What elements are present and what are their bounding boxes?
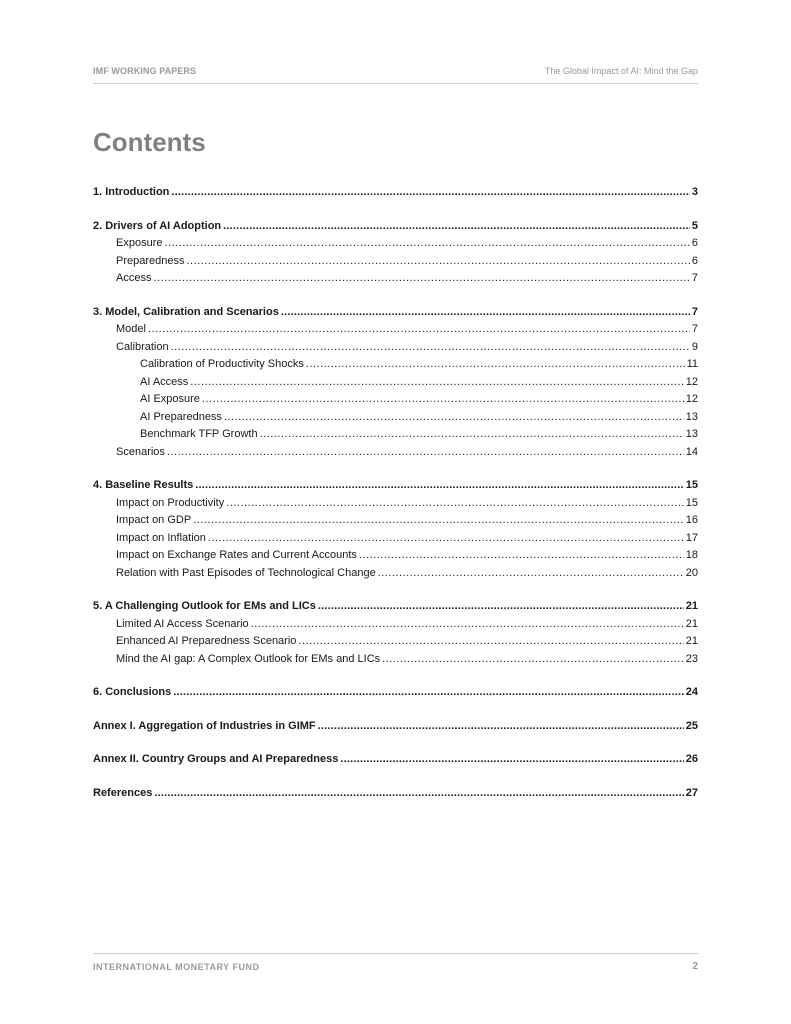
toc-entry-page-number: 13 — [685, 428, 698, 440]
toc-entry-label: Mind the AI gap: A Complex Outlook for EMs and LICs — [116, 652, 381, 665]
toc-entry-page-number: 6 — [691, 254, 698, 267]
toc-entry-section[interactable] — [93, 477, 698, 495]
toc-entry-subsubsection[interactable] — [93, 356, 698, 374]
toc-entry-label: Exposure — [116, 237, 163, 249]
toc-entry-section[interactable] — [93, 751, 698, 769]
toc-entry-subsection[interactable] — [93, 547, 698, 565]
toc-entry-page-number: 11 — [686, 358, 698, 370]
table-of-contents — [93, 184, 698, 802]
page-header — [93, 63, 698, 84]
toc-entry-page-number: 20 — [685, 566, 698, 579]
toc-entry-subsection[interactable] — [93, 530, 698, 548]
toc-entry-subsection[interactable] — [93, 565, 698, 583]
toc-dot-leader — [226, 495, 684, 513]
toc-dot-leader — [306, 356, 685, 374]
toc-section-gap — [93, 202, 698, 218]
toc-section-gap — [93, 702, 698, 718]
toc-dot-leader — [298, 633, 683, 651]
toc-entry-section[interactable] — [93, 304, 698, 322]
toc-dot-leader — [208, 530, 684, 548]
toc-entry-section[interactable] — [93, 184, 698, 202]
toc-entry-label: Calibration — [116, 340, 169, 353]
toc-entry-page-number: 9 — [691, 340, 698, 353]
toc-dot-leader — [260, 426, 684, 444]
header-series-title: IMF WORKING PAPERS — [93, 66, 197, 76]
toc-entry-label: 5. A Challenging Outlook for EMs and LICs — [93, 600, 316, 612]
toc-entry-page-number: 3 — [691, 186, 698, 198]
toc-entry-label: 6. Conclusions — [93, 686, 172, 698]
toc-entry-label: Enhanced AI Preparedness Scenario — [116, 635, 297, 647]
toc-entry-subsubsection[interactable] — [93, 426, 698, 444]
page-number: 2 — [692, 961, 698, 972]
toc-entry-label: AI Preparedness — [140, 410, 222, 423]
toc-dot-leader — [340, 751, 683, 769]
toc-dot-leader — [153, 270, 689, 288]
toc-dot-leader — [224, 409, 684, 427]
toc-entry-page-number: 25 — [685, 719, 698, 732]
toc-entry-label: Preparedness — [116, 254, 185, 267]
page-title: Contents — [93, 127, 206, 157]
toc-entry-page-number: 16 — [685, 514, 698, 526]
toc-entry-section[interactable] — [93, 218, 698, 236]
toc-entry-page-number: 15 — [685, 496, 698, 509]
toc-entry-label: Calibration of Productivity Shocks — [140, 358, 304, 370]
toc-entry-subsection[interactable] — [93, 633, 698, 651]
toc-dot-leader — [164, 235, 689, 253]
toc-entry-page-number: 7 — [691, 272, 698, 284]
toc-entry-label: Impact on Inflation — [116, 531, 206, 544]
toc-section-gap — [93, 668, 698, 684]
toc-section-gap — [93, 288, 698, 304]
toc-entry-section[interactable] — [93, 684, 698, 702]
toc-dot-leader — [202, 391, 684, 409]
toc-entry-label: 1. Introduction — [93, 186, 170, 198]
toc-dot-leader — [167, 444, 684, 462]
toc-entry-subsection[interactable] — [93, 444, 698, 462]
toc-entry-label: Access — [116, 272, 152, 284]
toc-entry-label: Impact on Exchange Rates and Current Accounts — [116, 549, 357, 561]
toc-entry-label: Benchmark TFP Growth — [140, 428, 258, 440]
toc-entry-page-number: 24 — [685, 686, 698, 698]
toc-dot-leader — [318, 598, 684, 616]
header-paper-title: The Global Impact of AI: Mind the Gap — [544, 66, 698, 76]
toc-entry-page-number: 5 — [691, 219, 698, 232]
toc-entry-page-number: 27 — [685, 786, 698, 799]
toc-entry-subsubsection[interactable] — [93, 409, 698, 427]
toc-entry-subsection[interactable] — [93, 321, 698, 339]
toc-entry-label: Model — [116, 323, 146, 335]
toc-entry-label: Impact on Productivity — [116, 496, 225, 509]
toc-entry-subsection[interactable] — [93, 616, 698, 634]
toc-dot-leader — [148, 321, 690, 339]
toc-entry-label: Annex II. Country Groups and AI Preparedness — [93, 753, 339, 765]
toc-entry-subsection[interactable] — [93, 235, 698, 253]
toc-entry-label: Limited AI Access Scenario — [116, 617, 249, 630]
toc-section-gap — [93, 582, 698, 598]
toc-dot-leader — [173, 684, 684, 702]
toc-entry-page-number: 21 — [685, 635, 698, 647]
toc-entry-subsection[interactable] — [93, 512, 698, 530]
toc-entry-label: References — [93, 786, 153, 799]
page-footer — [93, 953, 698, 974]
toc-entry-page-number: 23 — [685, 652, 698, 665]
toc-entry-section[interactable] — [93, 785, 698, 803]
toc-entry-page-number: 21 — [685, 600, 698, 612]
toc-entry-subsection[interactable] — [93, 651, 698, 669]
toc-entry-label: AI Exposure — [140, 393, 200, 405]
toc-entry-page-number: 7 — [691, 323, 698, 335]
toc-dot-leader — [193, 512, 684, 530]
toc-entry-subsection[interactable] — [93, 253, 698, 271]
toc-entry-label: 4. Baseline Results — [93, 479, 194, 491]
toc-entry-subsection[interactable] — [93, 495, 698, 513]
toc-dot-leader — [223, 218, 690, 236]
toc-entry-label: Relation with Past Episodes of Technological Change — [116, 566, 376, 579]
toc-entry-page-number: 13 — [685, 410, 698, 423]
toc-entry-page-number: 6 — [691, 237, 698, 249]
toc-entry-page-number: 7 — [691, 305, 698, 318]
toc-entry-subsection[interactable] — [93, 270, 698, 288]
toc-entry-page-number: 18 — [685, 549, 698, 561]
toc-dot-leader — [251, 616, 684, 634]
toc-dot-leader — [154, 785, 683, 803]
toc-entry-section[interactable] — [93, 598, 698, 616]
toc-dot-leader — [171, 184, 689, 202]
toc-entry-label: 3. Model, Calibration and Scenarios — [93, 305, 279, 318]
toc-dot-leader — [195, 477, 683, 495]
toc-dot-leader — [281, 304, 690, 322]
toc-entry-page-number: 14 — [685, 445, 698, 458]
toc-dot-leader — [171, 339, 690, 357]
toc-dot-leader — [318, 718, 684, 736]
toc-dot-leader — [378, 565, 684, 583]
toc-entry-page-number: 21 — [685, 617, 698, 630]
toc-entry-section[interactable] — [93, 718, 698, 736]
toc-entry-subsubsection[interactable] — [93, 374, 698, 392]
toc-entry-label: Annex I. Aggregation of Industries in GIMF — [93, 719, 316, 732]
toc-section-gap — [93, 461, 698, 477]
toc-dot-leader — [359, 547, 684, 565]
footer-organization: INTERNATIONAL MONETARY FUND — [93, 962, 260, 972]
toc-entry-page-number: 12 — [685, 375, 698, 388]
toc-entry-subsubsection[interactable] — [93, 391, 698, 409]
toc-section-gap — [93, 735, 698, 751]
toc-entry-page-number: 12 — [685, 393, 698, 405]
toc-entry-label: Scenarios — [116, 445, 165, 458]
toc-entry-label: AI Access — [140, 375, 189, 388]
toc-dot-leader — [382, 651, 684, 669]
toc-dot-leader — [187, 253, 690, 271]
toc-entry-label: Impact on GDP — [116, 514, 192, 526]
toc-entry-page-number: 26 — [685, 753, 698, 765]
toc-entry-page-number: 17 — [685, 531, 698, 544]
toc-entry-label: 2. Drivers of AI Adoption — [93, 219, 222, 232]
toc-entry-page-number: 15 — [685, 479, 698, 491]
toc-dot-leader — [190, 374, 683, 392]
toc-section-gap — [93, 769, 698, 785]
toc-entry-subsection[interactable] — [93, 339, 698, 357]
